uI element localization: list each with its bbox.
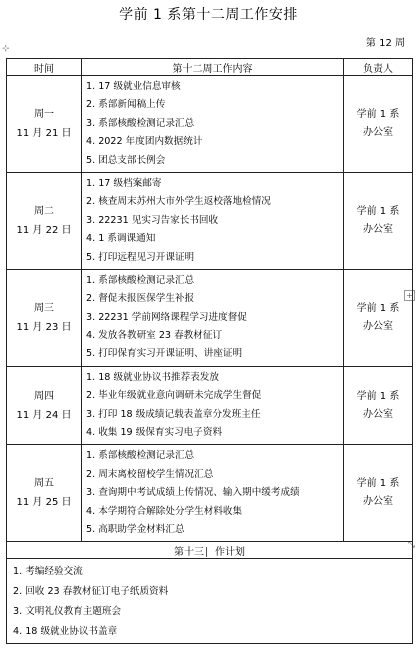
task-item: 5. 高职助学金材料汇总 <box>86 523 185 535</box>
person-line: 办公室 <box>363 496 393 508</box>
next-week-item: 1. 考编经验交流 <box>13 566 83 578</box>
task-item: 4. 1 系调课通知 <box>86 233 156 245</box>
tasks-cell <box>82 76 344 173</box>
date-label: 11 月 24 日 <box>16 409 72 421</box>
next-week-header-row <box>7 542 413 559</box>
person-line: 学前 1 系 <box>356 205 400 217</box>
next-week-item: 4. 18 级就业协议书盖章 <box>13 626 118 638</box>
schedule-row <box>7 445 413 542</box>
task-item: 3. 22231 见实习告家长书回收 <box>86 214 219 226</box>
weekday-label: 周一 <box>34 108 54 120</box>
weekday-label: 周四 <box>34 390 54 402</box>
person-line: 学前 1 系 <box>356 478 400 490</box>
person-line: 办公室 <box>363 408 393 420</box>
person-cell <box>344 172 413 269</box>
next-week-heading <box>7 542 413 559</box>
date-label: 11 月 25 日 <box>16 497 72 509</box>
task-item: 4. 发放各教研室 23 春教材征订 <box>86 330 223 342</box>
weekday-label: 周三 <box>34 302 54 314</box>
tasks-cell <box>82 445 344 542</box>
date-label: 11 月 23 日 <box>16 321 72 333</box>
day-cell <box>7 172 82 269</box>
header-content: 第十二周工作内容 <box>82 59 344 76</box>
next-week-list <box>7 559 413 644</box>
header-time: 时间 <box>7 59 82 76</box>
task-item: 2. 系部新闻稿上传 <box>86 99 166 111</box>
header-person: 负责人 <box>344 59 413 76</box>
schedule-row <box>7 76 413 173</box>
person-cell <box>344 269 413 366</box>
table-resize-handle-icon[interactable]: ⤡ <box>407 540 415 550</box>
task-item: 4. 本学期符合解除处分学生材料收集 <box>86 505 243 517</box>
task-item: 5. 打印保育实习开课证明、讲座证明 <box>86 348 243 360</box>
day-cell <box>7 76 82 173</box>
schedule-row <box>7 366 413 445</box>
tasks-cell <box>82 172 344 269</box>
task-item: 1. 17 级就业信息审核 <box>86 81 181 92</box>
person-cell <box>344 366 413 445</box>
schedule-rows <box>7 76 413 542</box>
task-item: 3. 查询期中考试成绩上传情况、输入期中缓考成绩 <box>86 487 300 499</box>
table-move-handle-icon[interactable]: ⊹ <box>2 44 10 54</box>
next-week-content-row <box>7 559 413 644</box>
task-item: 2. 核查周末苏州大市外学生返校落地检情况 <box>86 196 271 208</box>
person-cell <box>344 445 413 542</box>
tasks-cell <box>82 269 344 366</box>
person-line: 学前 1 系 <box>356 108 400 120</box>
task-item: 1. 系部核酸检测记录汇总 <box>86 274 195 286</box>
task-item: 4. 2022 年度团内数据统计 <box>86 136 203 148</box>
task-item: 2. 毕业年级就业意向调研未完成学生督促 <box>86 390 262 402</box>
person-line: 办公室 <box>363 126 393 138</box>
task-item: 1. 系部核酸检测记录汇总 <box>86 450 195 462</box>
add-column-icon[interactable]: + <box>404 290 415 301</box>
day-cell <box>7 366 82 445</box>
task-item: 3. 打印 18 级成绩记载表盖章分发班主任 <box>86 408 261 420</box>
person-line: 办公室 <box>363 320 393 332</box>
week-label: 第 12 周 <box>365 38 405 49</box>
task-item: 5. 打印远程见习开课证明 <box>86 251 195 263</box>
next-week-heading-right: 作计划 <box>215 546 245 558</box>
person-line: 学前 1 系 <box>356 390 400 402</box>
task-item: 1. 17 级档案邮寄 <box>86 177 162 189</box>
date-label: 11 月 22 日 <box>16 224 72 236</box>
text-cursor-icon <box>206 547 213 557</box>
person-line: 学前 1 系 <box>356 302 400 314</box>
schedule-row <box>7 172 413 269</box>
task-item: 4. 收集 19 级保育实习电子资料 <box>86 427 223 439</box>
tasks-cell <box>82 366 344 445</box>
schedule-row <box>7 269 413 366</box>
day-cell <box>7 445 82 542</box>
next-week-heading-left: 第十三 <box>174 546 204 558</box>
person-cell <box>344 76 413 173</box>
next-week-item: 3. 文明礼仪教育主题班会 <box>13 606 122 618</box>
document-title: 学前 1 系第十二周工作安排 <box>119 7 298 23</box>
schedule-table <box>6 58 413 644</box>
task-item: 2. 督促未报医保学生补报 <box>86 293 195 305</box>
task-item: 5. 团总支部长例会 <box>86 154 166 166</box>
weekday-label: 周五 <box>34 478 54 490</box>
task-item: 1. 18 级就业协议书推荐表发放 <box>86 371 219 383</box>
task-item: 3. 22231 学前网络课程学习进度督促 <box>86 311 247 323</box>
next-week-item: 2. 回收 23 春教材征订电子纸质资料 <box>13 586 169 598</box>
table-header-row <box>7 59 413 76</box>
task-item: 2. 周末离校留校学生情况汇总 <box>86 468 214 480</box>
date-label: 11 月 21 日 <box>16 127 72 139</box>
weekday-label: 周二 <box>34 205 54 217</box>
task-item: 3. 系部核酸检测记录汇总 <box>86 117 195 129</box>
day-cell <box>7 269 82 366</box>
person-line: 办公室 <box>363 223 393 235</box>
